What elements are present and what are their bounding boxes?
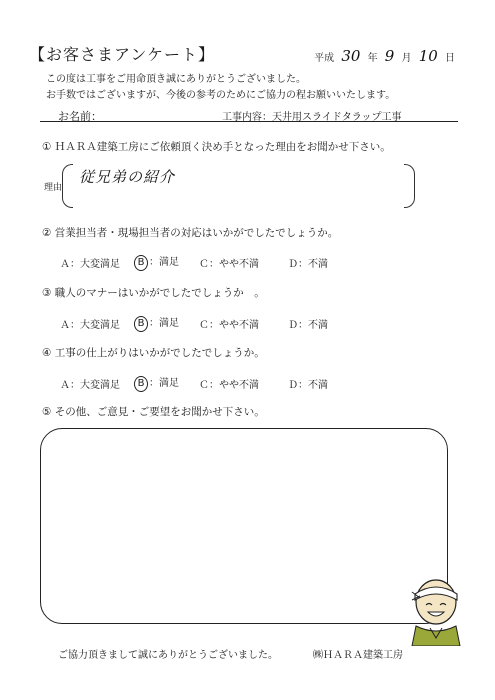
q3-option-b[interactable]	[134, 314, 179, 332]
q4-option-d[interactable]: Ｄ：不満	[288, 380, 328, 391]
q3-option-d[interactable]: Ｄ：不満	[288, 320, 328, 331]
date-month-unit: 月	[401, 53, 412, 64]
reason-answer: 従兄弟の紹介	[79, 168, 176, 186]
date-era: 平成	[314, 53, 335, 64]
q2-option-c[interactable]: Ｃ：やや不満	[199, 259, 259, 270]
q4-option-a[interactable]: Ａ：大変満足	[60, 380, 120, 391]
reason-label: 理由	[44, 183, 63, 193]
comments-box[interactable]	[40, 428, 448, 624]
q2-option-b-circle: B	[134, 255, 148, 271]
question-4: ④ 工事の仕上がりはいかがでしたでしょうか。	[42, 347, 265, 359]
q4-option-c[interactable]: Ｃ：やや不満	[199, 380, 259, 391]
intro-line-2: お手数ではございますが、今後の参考のためにご協力の程お願いいたします。	[46, 90, 396, 101]
date-year-unit: 年	[367, 53, 378, 64]
reason-bracket-left	[62, 164, 73, 208]
date-month: 9	[384, 47, 395, 65]
date-year: 30	[341, 47, 361, 65]
question-2: ② 営業担当者・現場担当者の対応はいかがでしたでしょうか。	[42, 227, 339, 239]
question-5: ⑤ その他、ご意見・ご要望をお聞かせ下さい。	[42, 406, 265, 418]
q2-option-a[interactable]: Ａ：大変満足	[60, 259, 120, 270]
q2-option-b-label: ：満足	[149, 257, 179, 268]
intro-line-1: この度は工事をご用命頂き誠にありがとうございました。	[46, 74, 306, 85]
q4-option-b-circle: B	[134, 376, 148, 392]
q2-option-b[interactable]	[134, 253, 179, 271]
date-day: 10	[418, 47, 438, 65]
survey-title: 【お客さまアンケート】	[29, 45, 216, 64]
q4-option-b[interactable]	[134, 374, 179, 392]
q3-option-c[interactable]: Ｃ：やや不満	[199, 320, 259, 331]
footer-company: ㈱ＨＡＲＡ建築工房	[313, 650, 403, 661]
question-1: ① ＨＡＲＡ建築工房にご依頼頂く決め手となった理由をお聞かせ下さい。	[42, 141, 391, 153]
date-day-unit: 日	[445, 53, 455, 64]
q3-option-a[interactable]: Ａ：大変満足	[60, 320, 120, 331]
survey-date	[314, 47, 455, 65]
q3-option-b-label: ：満足	[149, 318, 179, 329]
name-underline	[40, 121, 458, 122]
q2-option-d[interactable]: Ｄ：不満	[288, 259, 328, 270]
q3-option-b-circle: B	[134, 316, 148, 332]
name-label: お名前：	[58, 110, 102, 123]
q4-option-b-label: ：満足	[149, 378, 179, 389]
footer-thanks: ご協力頂きまして誠にありがとうございました。	[58, 650, 278, 661]
work-content: 工事内容：天井用スライドタラップ工事	[222, 112, 402, 123]
question-3: ③ 職人のマナーはいかがでしたでしょうか 。	[42, 287, 265, 299]
reason-bracket-right	[404, 164, 415, 208]
carpenter-mascot-icon	[406, 572, 464, 646]
